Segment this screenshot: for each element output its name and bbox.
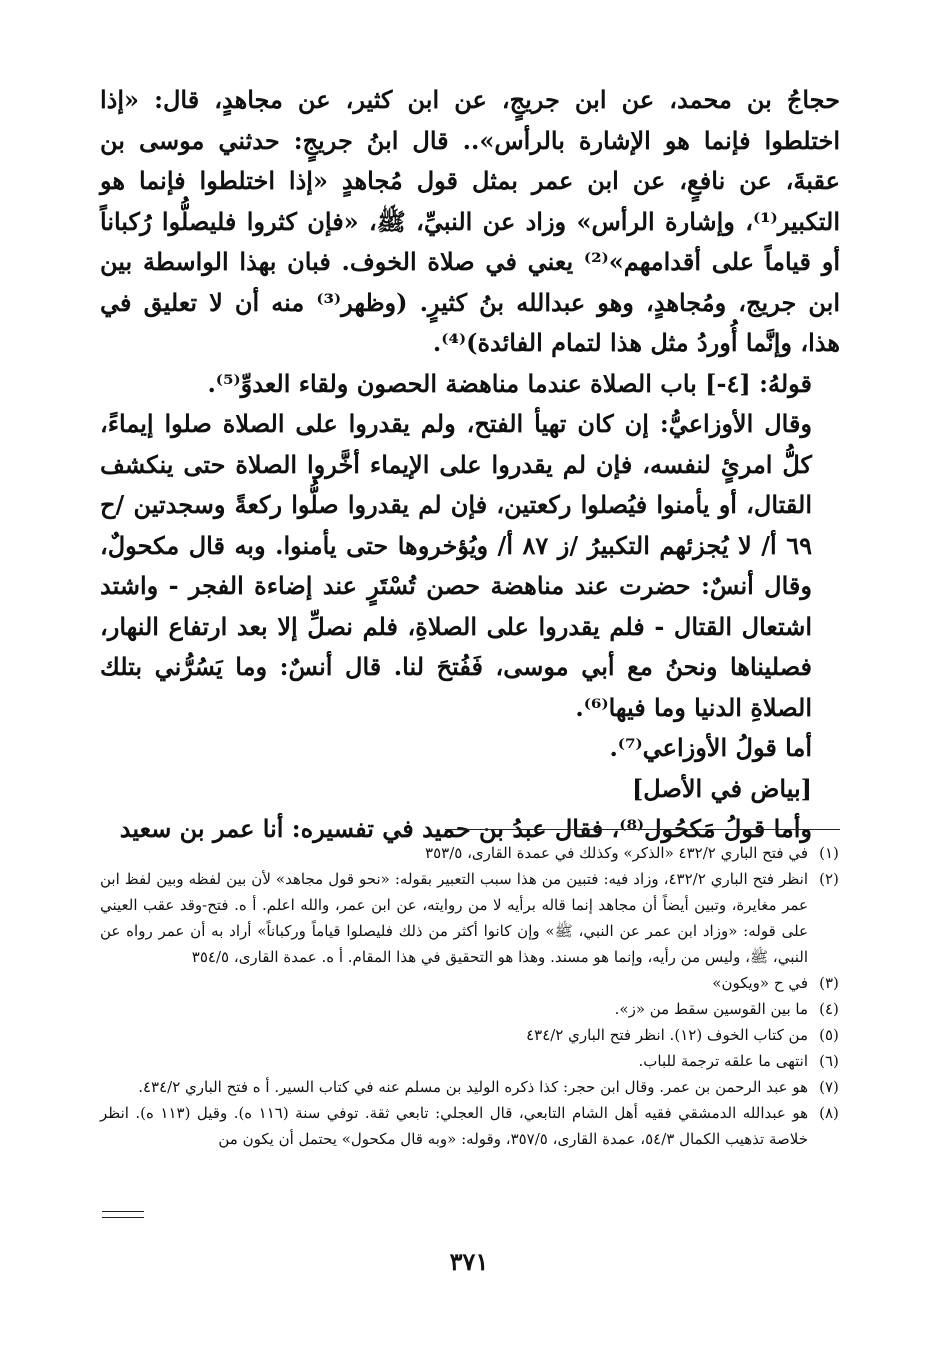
page-number: ٣٧١ xyxy=(449,1247,489,1276)
paragraph: وأما قولُ مَكحُول⁽⁸⁾، فقال عبدُ بن حميد في تفسيره: أنا عمر بن سعيد xyxy=(119,814,812,843)
paragraph: حجاجُ بن محمد، عن ابن جريجٍ، عن ابن كثير، عن مجاهدٍ، قال: «إذا اختلطوا فإنما هو الإشارة بالرأس».. قال ابنُ جريجٍ: حدثني موسى بن عقبةَ، عن نافعٍ، عن ابن عمر بمثل قول مُجاهدٍ «إذا اختلطوا فإنما هو التكبير⁽¹⁾، وإشارة الرأس» وزاد عن النبيِّ، ﷺ، «فإن كثروا فليصلُّوا رُكباناً أو قياماً على أقدامهم»⁽²⁾ يعني في صلاة الخوف. فبان بهذا الواسطة بين ابن جريج، ومُجاهدٍ، وهو عبدالله بنُ كثيرٍ. (وظهر⁽³⁾ منه أن لا تعليق في هذا، وإنَّما أُوردُ مثل هذا لتمام الفائدة)⁽⁴⁾. xyxy=(100,85,841,357)
footnote-text: من كتاب الخوف (١٢). انظر فتح الباري ٤٣٤/٢ xyxy=(526,1026,808,1044)
paragraph: أما قولُ الأوزاعي⁽⁷⁾. xyxy=(609,733,812,762)
footnote-number: (٣) xyxy=(819,974,839,992)
footnote-number: (٥) xyxy=(819,1026,839,1044)
footnote-text: هو عبدالله الدمشقي فقيه أهل الشام التابعي، قال العجلي: تابعي ثقة. توفي سنة (١١٦ ه). وقيل (١١٣ ه). انظر خلاصة تذهيب الكمال ٥٤/٣، عمدة القارى، ٣٥٧/٥، وقوله: «وبه قال مكحول» يحتمل أن يكون من xyxy=(100,1104,808,1148)
paragraph: [بياض في الأصل] xyxy=(631,773,812,803)
footnote xyxy=(100,996,850,1022)
footnote-number: (٢) xyxy=(819,870,839,888)
footnote-number: (٤) xyxy=(819,1000,839,1018)
footnote xyxy=(100,1048,850,1074)
footnote-text: في فتح الباري ٤٣٢/٢ «الذكر» وكذلك في عمدة القارى، ٣٥٣/٥ xyxy=(425,844,808,862)
footnote-text: انظر فتح الباري ٤٣٢/٢، وزاد فيه: فتبين من هذا سبب التعبير بقوله: «نحو قول مجاهد» لأن بين لفظه وبين لفظ ابن عمر مغايرة، وتبين أيضاً أن مجاهد إنما قاله برأيه لا من روايته، عن ابن عمر، والله اعلم. أ ه. فتح-وقد عقب العيني على قوله: «وزاد ابن عمر عن النبي، ﷺ» وإن كانوا أكثر من ذلك فليصلوا قياماً وركباناً» أراد به أن عمر رواه عن النبي، ﷺ، وليس من رأيه، وإنما هو مسند. وهذا هو التحقيق في هذا المقام. أ ه. عمدة القارى، ٣٥٤/٥ xyxy=(100,870,808,966)
footnote xyxy=(100,866,850,970)
chapter-heading: قولهُ: [٤-] باب الصلاة عندما مناهضة الحصون ولقاء العدوِّ⁽⁵⁾. xyxy=(207,368,812,398)
footnotes xyxy=(100,840,850,1152)
continuation-rule xyxy=(102,1211,144,1212)
footnote-text: هو عبد الرحمن بن عمر. وقال ابن حجر: كذا ذكره الوليد بن مسلم عنه في كتاب السير. أ ه فتح الباري ٤٣٤/٢. xyxy=(138,1078,808,1096)
footnote-number: (٧) xyxy=(819,1078,839,1096)
footnote xyxy=(100,1074,850,1100)
paragraph: وقال الأوزاعيُّ: إن كان تهيأ الفتح، ولم يقدروا على الصلاة صلوا إيماءً، كلُّ امرئٍ لنفسه، فإن لم يقدروا على الإيماء أخَّروا الصلاة حتى ينكشف القتال، أو يأمنوا فيُصلوا ركعتين، فإن لم يقدروا صلُّوا ركعةً وسجدتين /ح ٦٩ أ/ لا يُجزئهم التكبيرُ /ز ٨٧ أ/ ويُؤخروها حتى يأمنوا. وبه قال مكحولٌ، وقال أنسٌ: حضرت عند مناهضة حصن تُسْتَرٍ عند إضاءة الفجر - واشتد اشتعال القتال - فلم يقدروا على الصلاةِ، فلم نصلِّ إلا بعد ارتفاع النهار، فصليناها ونحنُ مع أبي موسى، فَفُتحَ لنا. قال أنسٌ: وما يَسُرُّني بتلك الصلاةِ الدنيا وما فيها⁽⁶⁾. xyxy=(100,409,813,722)
main-text xyxy=(100,80,840,850)
footnote xyxy=(100,1022,850,1048)
footnote xyxy=(100,1100,850,1152)
footnote-text: انتهى ما علقه ترجمة للباب. xyxy=(638,1052,808,1070)
footnote-divider xyxy=(445,829,840,830)
footnote xyxy=(100,840,850,866)
continuation-rule xyxy=(102,1217,144,1218)
footnote-number: (٦) xyxy=(819,1052,839,1070)
footnote xyxy=(100,970,850,996)
footnote-text: في ح «ويكون» xyxy=(712,974,808,992)
footnote-number: (١) xyxy=(819,844,839,862)
footnote-text: ما بين القوسين سقط من «ز». xyxy=(614,1000,808,1018)
footnote-number: (٨) xyxy=(819,1104,839,1122)
